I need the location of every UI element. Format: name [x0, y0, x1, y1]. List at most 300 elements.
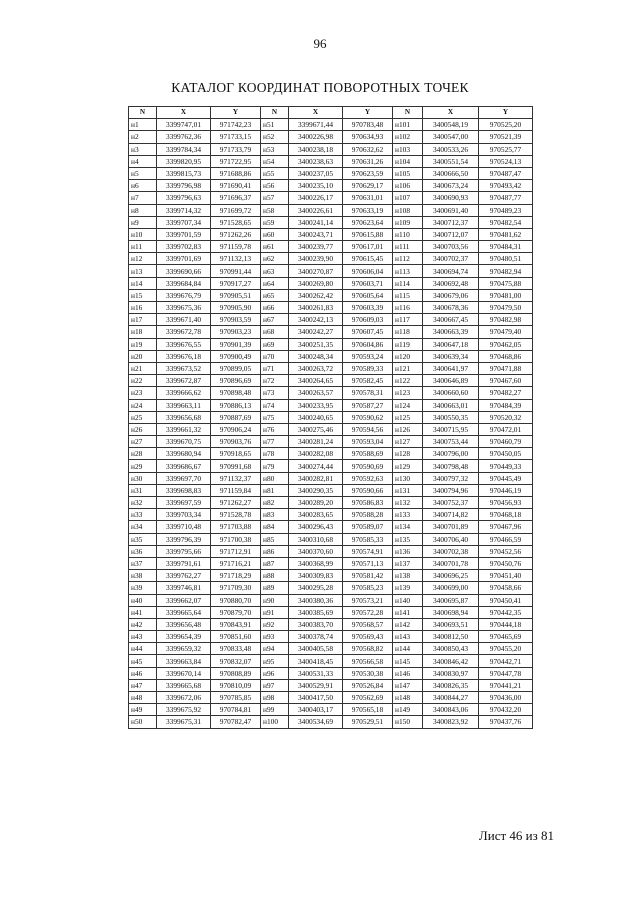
y-coordinate-cell: 970918,65 [211, 448, 261, 460]
point-id-cell: н131 [393, 484, 423, 496]
point-id-cell: н104 [393, 155, 423, 167]
y-coordinate-cell: 970571,13 [343, 557, 393, 569]
table-row [129, 277, 533, 289]
point-id-cell: н27 [129, 436, 157, 448]
point-id-cell: н115 [393, 289, 423, 301]
x-coordinate-cell: 3400295,28 [289, 582, 343, 594]
point-id-cell: н66 [261, 302, 289, 314]
point-id-cell: н110 [393, 228, 423, 240]
point-id-cell: н111 [393, 241, 423, 253]
point-id-cell: н145 [393, 655, 423, 667]
point-id-cell: н51 [261, 119, 289, 131]
point-id-cell: н4 [129, 155, 157, 167]
table-row [129, 228, 533, 240]
y-coordinate-cell: 970442,35 [479, 606, 533, 618]
x-coordinate-cell: 3400233,95 [289, 399, 343, 411]
point-id-cell: н107 [393, 192, 423, 204]
x-coordinate-cell: 3400237,05 [289, 167, 343, 179]
point-id-cell: н54 [261, 155, 289, 167]
point-id-cell: н83 [261, 509, 289, 521]
point-id-cell: н14 [129, 277, 157, 289]
point-id-cell: н149 [393, 704, 423, 716]
column-header: N [393, 107, 423, 119]
y-coordinate-cell: 970460,79 [479, 436, 533, 448]
y-coordinate-cell: 970917,27 [211, 277, 261, 289]
point-id-cell: н113 [393, 265, 423, 277]
y-coordinate-cell: 970631,01 [343, 192, 393, 204]
x-coordinate-cell: 3399675,92 [157, 704, 211, 716]
y-coordinate-cell: 970629,17 [343, 180, 393, 192]
y-coordinate-cell: 971716,21 [211, 557, 261, 569]
x-coordinate-cell: 3400263,72 [289, 362, 343, 374]
y-coordinate-cell: 970594,56 [343, 423, 393, 435]
x-coordinate-cell: 3400241,14 [289, 216, 343, 228]
x-coordinate-cell: 3400238,63 [289, 155, 343, 167]
x-coordinate-cell: 3400261,83 [289, 302, 343, 314]
y-coordinate-cell: 971528,78 [211, 509, 261, 521]
y-coordinate-cell: 970784,81 [211, 704, 261, 716]
x-coordinate-cell: 3399762,36 [157, 131, 211, 143]
point-id-cell: н18 [129, 326, 157, 338]
y-coordinate-cell: 970899,05 [211, 362, 261, 374]
x-coordinate-cell: 3400547,00 [423, 131, 479, 143]
table-row [129, 253, 533, 265]
point-id-cell: н130 [393, 472, 423, 484]
y-coordinate-cell: 970905,90 [211, 302, 261, 314]
x-coordinate-cell: 3400251,35 [289, 338, 343, 350]
y-coordinate-cell: 970529,51 [343, 716, 393, 728]
table-row [129, 643, 533, 655]
y-coordinate-cell: 970581,42 [343, 570, 393, 582]
y-coordinate-cell: 970465,69 [479, 631, 533, 643]
x-coordinate-cell: 3399673,52 [157, 362, 211, 374]
table-row [129, 655, 533, 667]
table-row [129, 375, 533, 387]
table-row [129, 521, 533, 533]
point-id-cell: н56 [261, 180, 289, 192]
point-id-cell: н25 [129, 411, 157, 423]
y-coordinate-cell: 970632,62 [343, 143, 393, 155]
x-coordinate-cell: 3399672,78 [157, 326, 211, 338]
x-coordinate-cell: 3400383,70 [289, 618, 343, 630]
y-coordinate-cell: 970593,24 [343, 350, 393, 362]
y-coordinate-cell: 971132,37 [211, 472, 261, 484]
y-coordinate-cell: 970905,51 [211, 289, 261, 301]
page-title: КАТАЛОГ КООРДИНАТ ПОВОРОТНЫХ ТОЧЕК [171, 80, 469, 95]
x-coordinate-cell: 3400275,46 [289, 423, 343, 435]
point-id-cell: н12 [129, 253, 157, 265]
y-coordinate-cell: 970479,40 [479, 326, 533, 338]
point-id-cell: н7 [129, 192, 157, 204]
point-id-cell: н22 [129, 375, 157, 387]
table-row [129, 314, 533, 326]
table-row [129, 167, 533, 179]
y-coordinate-cell: 970573,21 [343, 594, 393, 606]
x-coordinate-cell: 3400281,24 [289, 436, 343, 448]
point-id-cell: н90 [261, 594, 289, 606]
table-row [129, 460, 533, 472]
point-id-cell: н11 [129, 241, 157, 253]
point-id-cell: н31 [129, 484, 157, 496]
x-coordinate-cell: 3399697,59 [157, 497, 211, 509]
point-id-cell: н1 [129, 119, 157, 131]
point-id-cell: н23 [129, 387, 157, 399]
y-coordinate-cell: 970590,69 [343, 460, 393, 472]
y-coordinate-cell: 970782,47 [211, 716, 261, 728]
x-coordinate-cell: 3400226,17 [289, 192, 343, 204]
x-coordinate-cell: 3400242,27 [289, 326, 343, 338]
y-coordinate-cell: 970592,63 [343, 472, 393, 484]
point-id-cell: н125 [393, 411, 423, 423]
y-coordinate-cell: 970615,45 [343, 253, 393, 265]
y-coordinate-cell: 970633,19 [343, 204, 393, 216]
table-row [129, 582, 533, 594]
x-coordinate-cell: 3399671,40 [157, 314, 211, 326]
x-coordinate-cell: 3400647,18 [423, 338, 479, 350]
x-coordinate-cell: 3400226,98 [289, 131, 343, 143]
point-id-cell: н20 [129, 350, 157, 362]
x-coordinate-cell: 3400796,00 [423, 448, 479, 460]
y-coordinate-cell: 970887,69 [211, 411, 261, 423]
y-coordinate-cell: 970451,40 [479, 570, 533, 582]
point-id-cell: н69 [261, 338, 289, 350]
x-coordinate-cell: 3400243,71 [289, 228, 343, 240]
y-coordinate-cell: 970617,01 [343, 241, 393, 253]
y-coordinate-cell: 970480,51 [479, 253, 533, 265]
point-id-cell: н36 [129, 545, 157, 557]
point-id-cell: н52 [261, 131, 289, 143]
x-coordinate-cell: 3399665,64 [157, 606, 211, 618]
y-coordinate-cell: 970590,66 [343, 484, 393, 496]
x-coordinate-cell: 3400702,37 [423, 253, 479, 265]
y-coordinate-cell: 970489,23 [479, 204, 533, 216]
y-coordinate-cell: 970447,78 [479, 667, 533, 679]
y-coordinate-cell: 970832,07 [211, 655, 261, 667]
y-coordinate-cell: 970442,71 [479, 655, 533, 667]
point-id-cell: н86 [261, 545, 289, 557]
point-id-cell: н114 [393, 277, 423, 289]
point-id-cell: н100 [261, 716, 289, 728]
x-coordinate-cell: 3399701,59 [157, 228, 211, 240]
x-coordinate-cell: 3399702,83 [157, 241, 211, 253]
x-coordinate-cell: 3400693,51 [423, 618, 479, 630]
point-id-cell: н3 [129, 143, 157, 155]
y-coordinate-cell: 970452,56 [479, 545, 533, 557]
point-id-cell: н79 [261, 460, 289, 472]
point-id-cell: н34 [129, 521, 157, 533]
x-coordinate-cell: 3400310,68 [289, 533, 343, 545]
y-coordinate-cell: 970623,59 [343, 167, 393, 179]
x-coordinate-cell: 3400290,35 [289, 484, 343, 496]
x-coordinate-cell: 3399796,39 [157, 533, 211, 545]
y-coordinate-cell: 970603,39 [343, 302, 393, 314]
y-coordinate-cell: 970623,64 [343, 216, 393, 228]
point-id-cell: н47 [129, 679, 157, 691]
x-coordinate-cell: 3399670,75 [157, 436, 211, 448]
x-coordinate-cell: 3400694,74 [423, 265, 479, 277]
y-coordinate-cell: 970585,33 [343, 533, 393, 545]
point-id-cell: н17 [129, 314, 157, 326]
x-coordinate-cell: 3399686,67 [157, 460, 211, 472]
point-id-cell: н46 [129, 667, 157, 679]
x-coordinate-cell: 3400703,56 [423, 241, 479, 253]
table-row [129, 399, 533, 411]
y-coordinate-cell: 970578,31 [343, 387, 393, 399]
point-id-cell: н15 [129, 289, 157, 301]
table-row [129, 704, 533, 716]
x-coordinate-cell: 3400826,35 [423, 679, 479, 691]
x-coordinate-cell: 3400639,34 [423, 350, 479, 362]
table-row [129, 436, 533, 448]
y-coordinate-cell: 970569,43 [343, 631, 393, 643]
y-coordinate-cell: 970991,44 [211, 265, 261, 277]
point-id-cell: н75 [261, 411, 289, 423]
y-coordinate-cell: 970900,49 [211, 350, 261, 362]
y-coordinate-cell: 971733,15 [211, 131, 261, 143]
point-id-cell: н87 [261, 557, 289, 569]
table-row [129, 302, 533, 314]
y-coordinate-cell: 970886,13 [211, 399, 261, 411]
y-coordinate-cell: 970521,39 [479, 131, 533, 143]
point-id-cell: н133 [393, 509, 423, 521]
point-id-cell: н144 [393, 643, 423, 655]
x-coordinate-cell: 3400548,19 [423, 119, 479, 131]
x-coordinate-cell: 3400274,44 [289, 460, 343, 472]
x-coordinate-cell: 3400646,89 [423, 375, 479, 387]
x-coordinate-cell: 3400797,32 [423, 472, 479, 484]
table-row [129, 570, 533, 582]
x-coordinate-cell: 3399672,87 [157, 375, 211, 387]
y-coordinate-cell: 970493,42 [479, 180, 533, 192]
table-row [129, 155, 533, 167]
x-coordinate-cell: 3399791,61 [157, 557, 211, 569]
y-coordinate-cell: 970445,49 [479, 472, 533, 484]
y-coordinate-cell: 970906,24 [211, 423, 261, 435]
x-coordinate-cell: 3400679,06 [423, 289, 479, 301]
y-coordinate-cell: 970458,66 [479, 582, 533, 594]
point-id-cell: н60 [261, 228, 289, 240]
table-row [129, 533, 533, 545]
point-id-cell: н42 [129, 618, 157, 630]
y-coordinate-cell: 970605,64 [343, 289, 393, 301]
point-id-cell: н93 [261, 631, 289, 643]
table-row [129, 509, 533, 521]
x-coordinate-cell: 3400264,65 [289, 375, 343, 387]
y-coordinate-cell: 971742,23 [211, 119, 261, 131]
x-coordinate-cell: 3400418,45 [289, 655, 343, 667]
x-coordinate-cell: 3399701,69 [157, 253, 211, 265]
table-row [129, 484, 533, 496]
point-id-cell: н97 [261, 679, 289, 691]
table-row [129, 545, 533, 557]
y-coordinate-cell: 970901,39 [211, 338, 261, 350]
y-coordinate-cell: 970903,59 [211, 314, 261, 326]
point-id-cell: н139 [393, 582, 423, 594]
y-coordinate-cell: 970462,05 [479, 338, 533, 350]
point-id-cell: н72 [261, 375, 289, 387]
y-coordinate-cell: 970896,69 [211, 375, 261, 387]
point-id-cell: н129 [393, 460, 423, 472]
x-coordinate-cell: 3400262,42 [289, 289, 343, 301]
y-coordinate-cell: 970586,83 [343, 497, 393, 509]
x-coordinate-cell: 3399796,63 [157, 192, 211, 204]
y-coordinate-cell: 970526,84 [343, 679, 393, 691]
x-coordinate-cell: 3400714,82 [423, 509, 479, 521]
x-coordinate-cell: 3400846,42 [423, 655, 479, 667]
y-coordinate-cell: 970833,48 [211, 643, 261, 655]
x-coordinate-cell: 3399710,48 [157, 521, 211, 533]
table-row [129, 411, 533, 423]
sheet-label: Лист 46 из 81 [478, 828, 554, 843]
point-id-cell: н142 [393, 618, 423, 630]
y-coordinate-cell: 970808,89 [211, 667, 261, 679]
column-header: Y [479, 107, 533, 119]
y-coordinate-cell: 970898,48 [211, 387, 261, 399]
point-id-cell: н146 [393, 667, 423, 679]
x-coordinate-cell: 3400691,40 [423, 204, 479, 216]
point-id-cell: н32 [129, 497, 157, 509]
point-id-cell: н101 [393, 119, 423, 131]
point-id-cell: н5 [129, 167, 157, 179]
y-coordinate-cell: 970525,77 [479, 143, 533, 155]
point-id-cell: н19 [129, 338, 157, 350]
x-coordinate-cell: 3400417,50 [289, 692, 343, 704]
x-coordinate-cell: 3399676,55 [157, 338, 211, 350]
x-coordinate-cell: 3400380,36 [289, 594, 343, 606]
table-row [129, 350, 533, 362]
point-id-cell: н95 [261, 655, 289, 667]
y-coordinate-cell: 970441,21 [479, 679, 533, 691]
point-id-cell: н35 [129, 533, 157, 545]
x-coordinate-cell: 3399703,34 [157, 509, 211, 521]
point-id-cell: н61 [261, 241, 289, 253]
point-id-cell: н148 [393, 692, 423, 704]
table-header-row [129, 107, 533, 119]
x-coordinate-cell: 3399671,44 [289, 119, 343, 131]
x-coordinate-cell: 3399815,73 [157, 167, 211, 179]
point-id-cell: н73 [261, 387, 289, 399]
coordinate-table [128, 106, 533, 729]
y-coordinate-cell: 970479,50 [479, 302, 533, 314]
x-coordinate-cell: 3400712,07 [423, 228, 479, 240]
y-coordinate-cell: 971718,29 [211, 570, 261, 582]
y-coordinate-cell: 970487,77 [479, 192, 533, 204]
point-id-cell: н65 [261, 289, 289, 301]
y-coordinate-cell: 970810,09 [211, 679, 261, 691]
x-coordinate-cell: 3400550,35 [423, 411, 479, 423]
table-row [129, 618, 533, 630]
point-id-cell: н137 [393, 557, 423, 569]
column-header: X [289, 107, 343, 119]
point-id-cell: н94 [261, 643, 289, 655]
point-id-cell: н98 [261, 692, 289, 704]
point-id-cell: н70 [261, 350, 289, 362]
x-coordinate-cell: 3399707,34 [157, 216, 211, 228]
x-coordinate-cell: 3400309,83 [289, 570, 343, 582]
point-id-cell: н112 [393, 253, 423, 265]
table-row [129, 241, 533, 253]
point-id-cell: н49 [129, 704, 157, 716]
point-id-cell: н124 [393, 399, 423, 411]
point-id-cell: н150 [393, 716, 423, 728]
x-coordinate-cell: 3399820,95 [157, 155, 211, 167]
y-coordinate-cell: 971722,95 [211, 155, 261, 167]
y-coordinate-cell: 970520,32 [479, 411, 533, 423]
point-id-cell: н68 [261, 326, 289, 338]
point-id-cell: н6 [129, 180, 157, 192]
y-coordinate-cell: 970525,20 [479, 119, 533, 131]
x-coordinate-cell: 3400699,00 [423, 582, 479, 594]
x-coordinate-cell: 3400794,96 [423, 484, 479, 496]
x-coordinate-cell: 3399659,32 [157, 643, 211, 655]
y-coordinate-cell: 970879,70 [211, 606, 261, 618]
y-coordinate-cell: 970467,96 [479, 521, 533, 533]
y-coordinate-cell: 970783,48 [343, 119, 393, 131]
y-coordinate-cell: 970568,57 [343, 618, 393, 630]
point-id-cell: н64 [261, 277, 289, 289]
point-id-cell: н37 [129, 557, 157, 569]
x-coordinate-cell: 3399672,06 [157, 692, 211, 704]
y-coordinate-cell: 970903,76 [211, 436, 261, 448]
x-coordinate-cell: 3399795,66 [157, 545, 211, 557]
x-coordinate-cell: 3400282,08 [289, 448, 343, 460]
point-id-cell: н13 [129, 265, 157, 277]
y-coordinate-cell: 970481,62 [479, 228, 533, 240]
y-coordinate-cell: 970467,60 [479, 375, 533, 387]
point-id-cell: н134 [393, 521, 423, 533]
x-coordinate-cell: 3399762,27 [157, 570, 211, 582]
point-id-cell: н96 [261, 667, 289, 679]
point-id-cell: н117 [393, 314, 423, 326]
y-coordinate-cell: 970588,28 [343, 509, 393, 521]
y-coordinate-cell: 970446,19 [479, 484, 533, 496]
point-id-cell: н62 [261, 253, 289, 265]
y-coordinate-cell: 970456,93 [479, 497, 533, 509]
y-coordinate-cell: 971262,26 [211, 228, 261, 240]
point-id-cell: н84 [261, 521, 289, 533]
x-coordinate-cell: 3399690,66 [157, 265, 211, 277]
table-row [129, 667, 533, 679]
x-coordinate-cell: 3400529,91 [289, 679, 343, 691]
x-coordinate-cell: 3400695,87 [423, 594, 479, 606]
point-id-cell: н8 [129, 204, 157, 216]
point-id-cell: н103 [393, 143, 423, 155]
table-row [129, 119, 533, 131]
x-coordinate-cell: 3400666,50 [423, 167, 479, 179]
point-id-cell: н143 [393, 631, 423, 643]
y-coordinate-cell: 970843,91 [211, 618, 261, 630]
y-coordinate-cell: 970903,23 [211, 326, 261, 338]
point-id-cell: н2 [129, 131, 157, 143]
x-coordinate-cell: 3400283,65 [289, 509, 343, 521]
point-id-cell: н29 [129, 460, 157, 472]
x-coordinate-cell: 3399661,32 [157, 423, 211, 435]
x-coordinate-cell: 3400378,74 [289, 631, 343, 643]
point-id-cell: н138 [393, 570, 423, 582]
y-coordinate-cell: 970484,39 [479, 399, 533, 411]
point-id-cell: н116 [393, 302, 423, 314]
y-coordinate-cell: 971699,72 [211, 204, 261, 216]
table-row [129, 326, 533, 338]
y-coordinate-cell: 970450,41 [479, 594, 533, 606]
y-coordinate-cell: 971262,27 [211, 497, 261, 509]
point-id-cell: н147 [393, 679, 423, 691]
point-id-cell: н67 [261, 314, 289, 326]
y-coordinate-cell: 971132,13 [211, 253, 261, 265]
table-row [129, 362, 533, 374]
point-id-cell: н81 [261, 484, 289, 496]
x-coordinate-cell: 3399663,11 [157, 399, 211, 411]
